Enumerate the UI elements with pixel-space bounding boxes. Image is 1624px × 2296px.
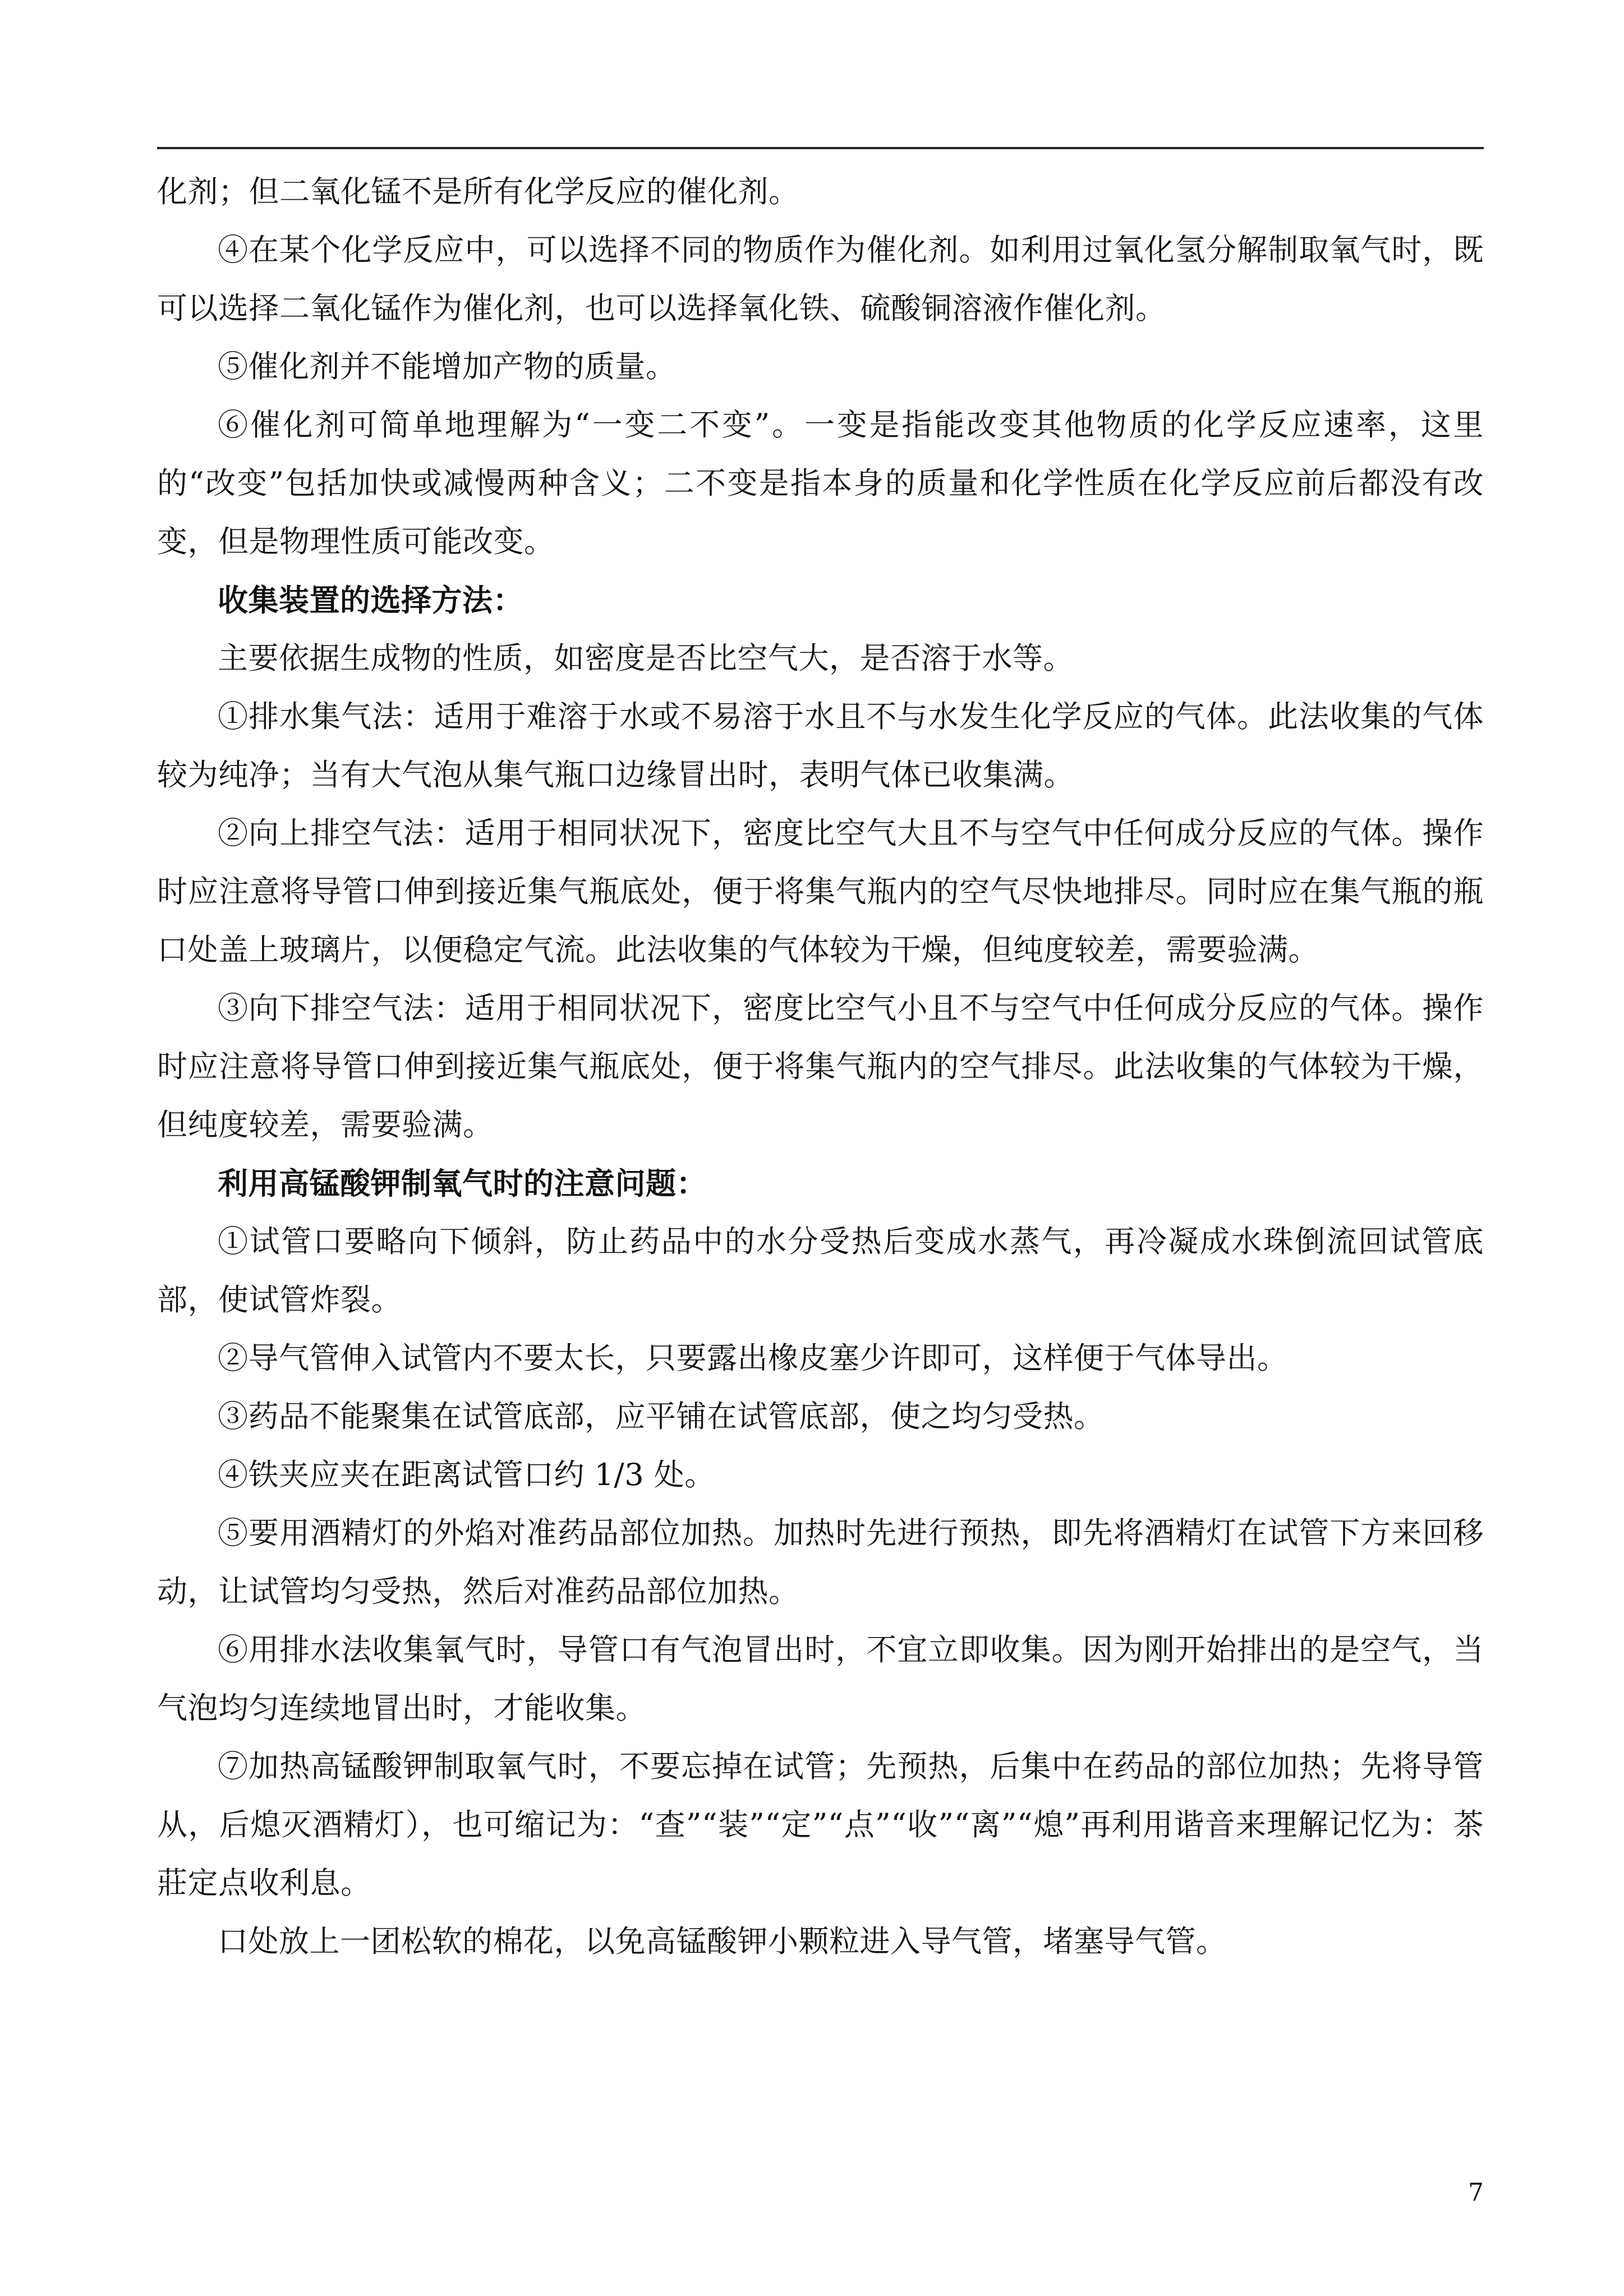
paragraph-11: ①试管口要略向下倾斜，防止药品中的水分受热后变成水蒸气，再冷凝成水珠倒流回试管底部，使试管炸裂。 bbox=[157, 1224, 1484, 1317]
page-number: 7 bbox=[1468, 2178, 1484, 2207]
paragraph-17: ⑦加热高锰酸钾制取氧气时，不要忘掉在试管；先预热，后集中在药品的部位加热；先将导管从，后熄灭酒精灯），也可缩记为：“查”“装”“定”“点”“收”“离”“熄”再利用谐音来理解记忆为：茶莊定点收利息。 bbox=[157, 1749, 1484, 1901]
document-body bbox=[157, 163, 1484, 1971]
paragraph-18: 口处放上一团松软的棉花，以免高锰酸钾小颗粒进入导气管，堵塞导气管。 bbox=[218, 1924, 1227, 1959]
paragraph-2: ④在某个化学反应中，可以选择不同的物质作为催化剂。如利用过氧化氢分解制取氧气时，既可以选择二氧化锰作为催化剂，也可以选择氧化铁、硫酸铜溶液作催化剂。 bbox=[157, 232, 1484, 326]
paragraph-16: ⑥用排水法收集氧气时，导管口有气泡冒出时，不宜立即收集。因为刚开始排出的是空气，当气泡均匀连续地冒出时，才能收集。 bbox=[157, 1632, 1484, 1726]
paragraph-14: ④铁夹应夹在距离试管口约 1/3 处。 bbox=[218, 1457, 715, 1492]
paragraph-9: ③向下排空气法：适用于相同状况下，密度比空气小且不与空气中任何成分反应的气体。操作时应注意将导管口伸到接近集气瓶底处，便于将集气瓶内的空气排尽。此法收集的气体较为干燥，但纯度较差，需要验满。 bbox=[157, 990, 1484, 1142]
paragraph-12: ②导气管伸入试管内不要太长，只要露出橡皮塞少许即可，这样便于气体导出。 bbox=[218, 1340, 1288, 1376]
section-heading-kmno4: 利用高锰酸钾制氧气时的注意问题： bbox=[218, 1165, 707, 1201]
paragraph-13: ③药品不能聚集在试管底部，应平铺在试管底部，使之均匀受热。 bbox=[218, 1399, 1105, 1434]
section-heading-collection: 收集装置的选择方法： bbox=[218, 582, 523, 618]
paragraph-4: ⑥催化剂可简单地理解为“一变二不变”。一变是指能改变其他物质的化学反应速率，这里的“改变”包括加快或减慢两种含义；二不变是指本身的质量和化学性质在化学反应前后都没有改变，但是物理性质可能改变。 bbox=[157, 407, 1484, 559]
header-rule bbox=[157, 147, 1484, 149]
paragraph-8: ②向上排空气法：适用于相同状况下，密度比空气大且不与空气中任何成分反应的气体。操作时应注意将导管口伸到接近集气瓶底处，便于将集气瓶内的空气尽快地排尽。同时应在集气瓶的瓶口处盖上玻璃片，以便稳定气流。此法收集的气体较为干燥，但纯度较差，需要验满。 bbox=[157, 815, 1484, 967]
paragraph-15: ⑤要用酒精灯的外焰对准药品部位加热。加热时先进行预热，即先将酒精灯在试管下方来回移动，让试管均匀受热，然后对准药品部位加热。 bbox=[157, 1515, 1484, 1609]
paragraph-3: ⑤催化剂并不能增加产物的质量。 bbox=[218, 349, 677, 384]
paragraph-7: ①排水集气法：适用于难溶于水或不易溶于水且不与水发生化学反应的气体。此法收集的气体较为纯净；当有大气泡从集气瓶口边缘冒出时，表明气体已收集满。 bbox=[157, 699, 1484, 792]
paragraph-1: 化剂；但二氧化锰不是所有化学反应的催化剂。 bbox=[157, 174, 799, 209]
paragraph-6: 主要依据生成物的性质，如密度是否比空气大，是否溶于水等。 bbox=[218, 640, 1074, 676]
